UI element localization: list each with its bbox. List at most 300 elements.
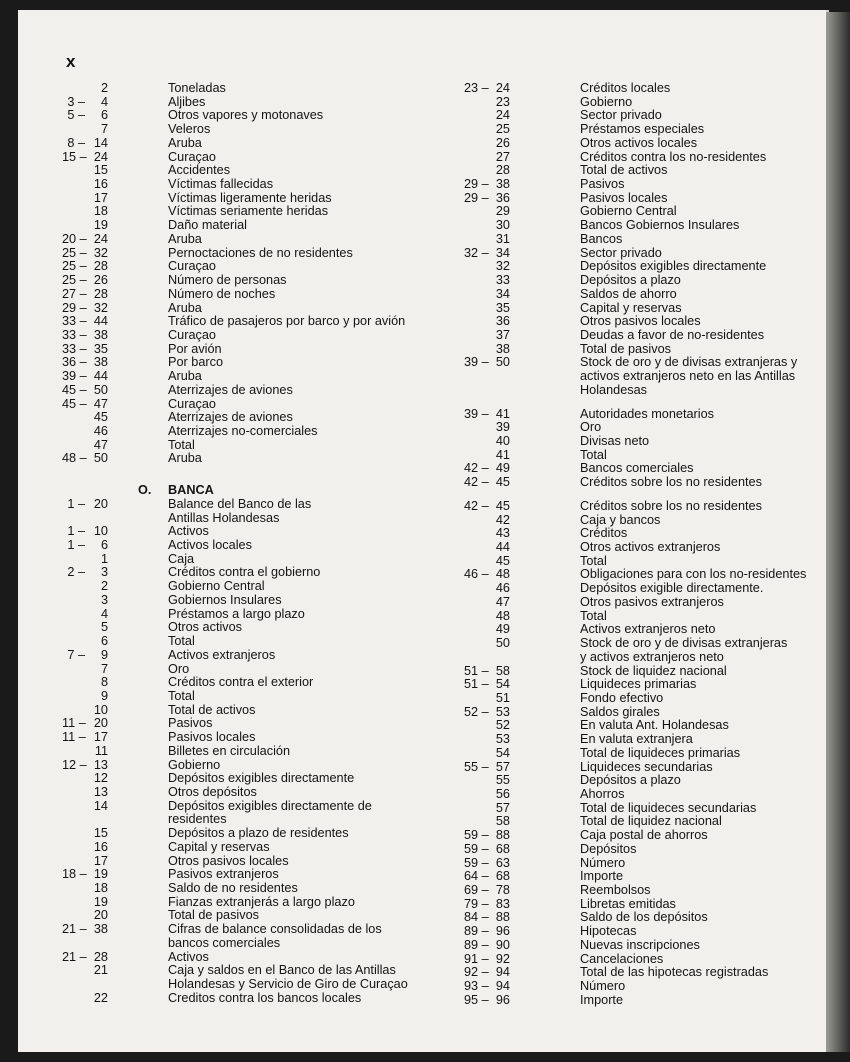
index-entry (464, 191, 812, 205)
row-range-start: 51 – (464, 664, 489, 678)
row-label: Préstamos a largo plazo (168, 607, 305, 621)
index-entry (464, 581, 812, 595)
row-range-end: 45 (495, 475, 510, 489)
row-range-start: 89 – (464, 938, 489, 952)
row-label: Caja (168, 552, 195, 566)
row-range-end: 13 (93, 758, 108, 772)
row-label: Depósitos exigibles directamente de (168, 799, 372, 813)
row-range-start: 21 – (62, 950, 87, 964)
index-entry (464, 842, 812, 856)
index-entry (464, 355, 812, 369)
row-label: Por barco (168, 355, 224, 369)
row-range-end: 2 (100, 579, 108, 593)
row-label: Curaçao (168, 259, 216, 273)
row-range-end: 32 (93, 246, 108, 260)
row-range-end: 14 (93, 799, 108, 813)
row-range-end: 27 (495, 150, 510, 164)
row-range-start: 42 – (464, 475, 489, 489)
index-entry (62, 273, 468, 287)
index-entry (62, 593, 468, 607)
row-range-end: 41 (495, 407, 510, 421)
row-label: Curaçao (168, 150, 216, 164)
row-range-end: 68 (495, 842, 510, 856)
index-entry (62, 483, 468, 497)
row-range-end: 19 (93, 867, 108, 881)
row-range-start: 7 – (67, 648, 85, 662)
row-range-end: 58 (495, 664, 510, 678)
row-range-end: 32 (93, 301, 108, 315)
row-range-start: 64 – (464, 869, 489, 883)
row-range-start: 15 – (62, 150, 87, 164)
index-entry (62, 191, 468, 205)
row-range-end: 19 (93, 895, 108, 909)
row-label: Activos (168, 524, 209, 538)
row-range-start: 8 – (67, 136, 85, 150)
row-range-end: 15 (93, 163, 108, 177)
row-range-end: 63 (495, 856, 510, 870)
index-entry (62, 867, 468, 881)
index-entry (464, 595, 812, 609)
index-entry (464, 828, 812, 842)
row-label: Depósitos exigible directamente. (580, 581, 764, 595)
index-entry (464, 814, 812, 828)
row-range-end: 53 (495, 705, 510, 719)
section-heading: BANCA (168, 483, 214, 497)
row-range-end: 4 (100, 607, 108, 621)
row-range-start: 48 – (62, 451, 87, 465)
row-label: Bancos Gobiernos Insulares (580, 218, 740, 232)
index-entry (464, 993, 812, 1007)
row-range-end: 43 (495, 526, 510, 540)
index-entry (62, 703, 468, 717)
row-range-end: 22 (93, 991, 108, 1005)
index-entry (62, 497, 468, 511)
row-label: Importe (580, 993, 624, 1007)
row-range-end: 38 (495, 177, 510, 191)
row-label: Depósitos a plazo de residentes (168, 826, 349, 840)
row-label: Holandesas y Servicio de Giro de Curaçao (168, 977, 408, 991)
row-label: Curaçao (168, 328, 216, 342)
row-range-end: 25 (495, 122, 510, 136)
row-range-start: 33 – (62, 342, 87, 356)
row-label: bancos comerciales (168, 936, 281, 950)
index-entry (464, 461, 812, 475)
row-range-start: 36 – (62, 355, 87, 369)
row-label: Total (580, 448, 607, 462)
row-range-start: 29 – (464, 191, 489, 205)
row-range-start: 32 – (464, 246, 489, 260)
index-entry (464, 177, 812, 191)
row-label: Caja postal de ahorros (580, 828, 708, 842)
index-entry (464, 420, 812, 434)
row-label: Total de pasivos (168, 908, 259, 922)
index-entry (464, 952, 812, 966)
row-range-end: 78 (495, 883, 510, 897)
row-label: Aljibes (168, 95, 206, 109)
row-label: Gobierno (168, 758, 221, 772)
row-range-start: 42 – (464, 461, 489, 475)
row-label: Autoridades monetarios (580, 407, 714, 421)
index-entry (62, 675, 468, 689)
row-label: Daño material (168, 218, 247, 232)
index-entry (62, 799, 468, 813)
index-entry (464, 718, 812, 732)
row-label: Capital y reservas (168, 840, 270, 854)
row-range-end: 90 (495, 938, 510, 952)
index-entry (62, 438, 468, 452)
row-label: Gobierno Central (168, 579, 265, 593)
index-entry (464, 122, 812, 136)
index-entry (62, 163, 468, 177)
index-entry (62, 744, 468, 758)
row-range-start: 29 – (464, 177, 489, 191)
row-label: Otros pasivos locales (168, 854, 289, 868)
row-label: Pasivos extranjeros (168, 867, 279, 881)
row-range-end: 17 (93, 191, 108, 205)
index-entry (62, 328, 468, 342)
row-range-end: 49 (495, 461, 510, 475)
index-entry (62, 977, 468, 991)
index-entry (464, 81, 812, 95)
index-entry (62, 881, 468, 895)
row-label: Otros activos extranjeros (580, 540, 721, 554)
row-label: Créditos sobre los no residentes (580, 499, 762, 513)
row-range-end: 44 (93, 314, 108, 328)
index-entry (464, 965, 812, 979)
row-range-end: 46 (93, 424, 108, 438)
index-entry (62, 936, 468, 950)
index-entry (464, 883, 812, 897)
row-label: Número de personas (168, 273, 287, 287)
row-range-start: 29 – (62, 301, 87, 315)
row-range-start: 69 – (464, 883, 489, 897)
row-range-start: 11 – (62, 716, 86, 730)
row-range-end: 50 (495, 355, 510, 369)
row-label: Otros activos (168, 620, 243, 634)
row-label: Liquideces secundarias (580, 760, 713, 774)
row-label: Pasivos (168, 716, 213, 730)
row-range-start: 1 – (67, 524, 85, 538)
row-label: Bancos (580, 232, 623, 246)
row-label: Sector privado (580, 108, 662, 122)
row-label: Aterrizajes de aviones (168, 410, 293, 424)
row-label: Total de las hipotecas registradas (580, 965, 769, 979)
row-label: Víctimas ligeramente heridas (168, 191, 332, 205)
row-range-end: 14 (93, 136, 108, 150)
row-label: Otros vapores y motonaves (168, 108, 324, 122)
index-entry (62, 730, 468, 744)
row-range-end: 39 (495, 420, 510, 434)
row-range-end: 38 (93, 328, 108, 342)
row-label: En valuta Ant. Holandesas (580, 718, 729, 732)
row-range-start: 39 – (464, 355, 489, 369)
row-label: Total (168, 689, 195, 703)
row-range-end: 40 (495, 434, 510, 448)
index-entry (464, 475, 812, 489)
row-range-start: 79 – (464, 897, 489, 911)
row-label: Gobiernos Insulares (168, 593, 282, 607)
row-range-end: 68 (495, 869, 510, 883)
index-entry (464, 369, 812, 383)
row-label: activos extranjeros neto en las Antillas (580, 369, 796, 383)
index-entry (464, 760, 812, 774)
index-entry (62, 991, 468, 1005)
row-range-end: 47 (93, 438, 108, 452)
row-label: Créditos contra el exterior (168, 675, 314, 689)
row-label: Activos locales (168, 538, 252, 552)
row-label: Libretas emitidas (580, 897, 676, 911)
row-label: residentes (168, 812, 227, 826)
row-label: Reembolsos (580, 883, 651, 897)
row-range-end: 35 (93, 342, 108, 356)
row-range-end: 11 (94, 744, 108, 758)
row-label: Toneladas (168, 81, 226, 95)
index-entry (464, 856, 812, 870)
row-range-end: 48 (495, 609, 510, 623)
row-range-start: 93 – (464, 979, 489, 993)
row-range-end: 88 (495, 828, 510, 842)
row-label: Otros activos locales (580, 136, 698, 150)
row-range-end: 28 (495, 163, 510, 177)
row-label: Liquideces primarias (580, 677, 697, 691)
index-entry (62, 950, 468, 964)
row-label: Caja y bancos (580, 513, 661, 527)
row-label: Créditos sobre los no residentes (580, 475, 762, 489)
row-range-end: 28 (93, 950, 108, 964)
row-label: Total de activos (580, 163, 668, 177)
row-range-end: 36 (495, 191, 510, 205)
row-range-end: 9 (100, 648, 108, 662)
row-range-end: 34 (495, 246, 510, 260)
row-label: Deudas a favor de no-residentes (580, 328, 765, 342)
row-range-end: 45 (495, 554, 510, 568)
index-entry (464, 869, 812, 883)
row-range-end: 16 (93, 840, 108, 854)
index-entry (464, 650, 812, 664)
row-range-end: 55 (495, 773, 510, 787)
row-range-end: 57 (495, 801, 510, 815)
row-range-end: 37 (495, 328, 510, 342)
index-entry (62, 136, 468, 150)
row-label: En valuta extranjera (580, 732, 693, 746)
index-entry (464, 746, 812, 760)
row-range-end: 54 (495, 746, 510, 760)
row-range-end: 34 (495, 287, 510, 301)
row-label: Aruba (168, 451, 202, 465)
row-label: Préstamos especiales (580, 122, 705, 136)
row-label: Tráfico de pasajeros por barco y por avión (168, 314, 406, 328)
index-entry (62, 218, 468, 232)
index-entry (464, 204, 812, 218)
row-range-end: 35 (495, 301, 510, 315)
row-label: Pasivos (580, 177, 625, 191)
row-range-end: 17 (93, 730, 108, 744)
row-label: Cancelaciones (580, 952, 664, 966)
row-range-end: 44 (93, 369, 108, 383)
row-label: Créditos contra los no-residentes (580, 150, 767, 164)
index-entry (464, 732, 812, 746)
index-entry (464, 246, 812, 260)
row-range-end: 96 (495, 993, 510, 1007)
row-label: Ahorros (580, 787, 625, 801)
row-range-end: 24 (93, 150, 108, 164)
index-entry (464, 773, 812, 787)
row-range-end: 18 (93, 881, 108, 895)
row-label: Aruba (168, 136, 202, 150)
row-label: Antillas Holandesas (168, 511, 280, 525)
row-label: Fondo efectivo (580, 691, 664, 705)
row-range-start: 3 – (67, 95, 85, 109)
row-range-end: 46 (495, 581, 510, 595)
row-label: Aruba (168, 232, 202, 246)
index-entry (464, 677, 812, 691)
row-range-end: 13 (93, 785, 108, 799)
row-label: Oro (580, 420, 602, 434)
index-entry (62, 246, 468, 260)
row-label: Víctimas fallecidas (168, 177, 274, 191)
row-range-end: 12 (93, 771, 108, 785)
row-range-end: 53 (495, 732, 510, 746)
row-range-end: 54 (495, 677, 510, 691)
row-range-end: 24 (93, 232, 108, 246)
row-label: Otros pasivos locales (580, 314, 701, 328)
row-range-start: 18 – (62, 867, 87, 881)
index-entry (464, 691, 812, 705)
row-range-end: 38 (93, 922, 108, 936)
row-label: Créditos locales (580, 81, 671, 95)
row-range-start: 45 – (62, 397, 87, 411)
row-range-end: 92 (495, 952, 510, 966)
row-label: Créditos (580, 526, 628, 540)
row-label: Divisas neto (580, 434, 650, 448)
row-label: Stock de liquidez nacional (580, 664, 727, 678)
index-entry (464, 567, 812, 581)
row-label: Aterrizajes de aviones (168, 383, 293, 397)
row-range-start: 92 – (464, 965, 489, 979)
row-range-end: 50 (93, 383, 108, 397)
index-entry (464, 897, 812, 911)
row-range-start: 42 – (464, 499, 489, 513)
row-label: Aruba (168, 301, 202, 315)
row-label: Oro (168, 662, 190, 676)
index-entry (62, 771, 468, 785)
row-range-end: 49 (495, 622, 510, 636)
index-entry (62, 81, 468, 95)
row-range-end: 1 (100, 552, 108, 566)
index-entry (464, 301, 812, 315)
row-range-end: 28 (93, 287, 108, 301)
row-label: Hipotecas (580, 924, 637, 938)
row-label: Activos extranjeros (168, 648, 276, 662)
row-range-end: 33 (495, 273, 510, 287)
row-label: Total de liquideces primarias (580, 746, 741, 760)
row-label: Total de pasivos (580, 342, 671, 356)
index-entry (62, 301, 468, 315)
row-range-start: 27 – (62, 287, 87, 301)
row-range-end: 44 (495, 540, 510, 554)
index-entry (62, 689, 468, 703)
row-range-end: 5 (100, 620, 108, 634)
index-entry (62, 662, 468, 676)
index-entry (62, 840, 468, 854)
row-range-end: 47 (495, 595, 510, 609)
index-entry (62, 758, 468, 772)
row-range-end: 56 (495, 787, 510, 801)
row-range-end: 45 (495, 499, 510, 513)
row-range-end: 3 (100, 593, 108, 607)
row-label: Depósitos exigibles directamente (168, 771, 355, 785)
index-entry (62, 963, 468, 977)
row-label: Holandesas (580, 383, 648, 397)
index-entry (464, 407, 812, 421)
row-label: Víctimas seriamente heridas (168, 204, 329, 218)
row-range-start: 45 – (62, 383, 87, 397)
row-range-start: 23 – (464, 81, 489, 95)
row-label: Otros depósitos (168, 785, 257, 799)
index-entry (62, 150, 468, 164)
row-range-end: 83 (495, 897, 510, 911)
row-label: Nuevas inscripciones (580, 938, 700, 952)
row-range-end: 88 (495, 910, 510, 924)
row-range-end: 6 (100, 634, 108, 648)
row-label: Depósitos exigibles directamente (580, 259, 767, 273)
row-label: Saldo de los depósitos (580, 910, 708, 924)
index-entry (62, 785, 468, 799)
index-entry (464, 910, 812, 924)
row-range-end: 7 (100, 662, 108, 676)
index-entry (464, 622, 812, 636)
row-range-end: 31 (495, 232, 510, 246)
row-label: Creditos contra los bancos locales (168, 991, 362, 1005)
row-range-end: 6 (100, 108, 108, 122)
row-range-end: 94 (495, 979, 510, 993)
row-label: Saldos girales (580, 705, 660, 719)
row-label: Accidentes (168, 163, 231, 177)
row-range-start: 2 – (67, 565, 85, 579)
index-entry (62, 565, 468, 579)
index-entry (62, 895, 468, 909)
row-range-start: 11 – (62, 730, 86, 744)
row-label: Saldo de no residentes (168, 881, 298, 895)
index-entry (464, 95, 812, 109)
row-range-end: 26 (93, 273, 108, 287)
row-range-end: 52 (495, 718, 510, 732)
index-entry (62, 355, 468, 369)
row-label: Depósitos a plazo (580, 773, 681, 787)
index-entry (464, 636, 812, 650)
index-entry (62, 451, 468, 465)
index-entry (464, 801, 812, 815)
row-range-end: 96 (495, 924, 510, 938)
index-entry (464, 448, 812, 462)
index-entry (62, 424, 468, 438)
row-label: Número de noches (168, 287, 276, 301)
index-entry (62, 177, 468, 191)
index-entry (464, 787, 812, 801)
row-label: Número (580, 856, 626, 870)
row-label: Activos (168, 950, 209, 964)
index-entry (62, 607, 468, 621)
row-range-end: 23 (495, 95, 510, 109)
row-range-end: 8 (100, 675, 108, 689)
index-entry (62, 854, 468, 868)
row-range-start: 20 – (62, 232, 87, 246)
index-entry (62, 511, 468, 525)
row-label: Número (580, 979, 626, 993)
row-range-end: 20 (93, 497, 108, 511)
index-entry (464, 163, 812, 177)
row-label: Gobierno (580, 95, 633, 109)
